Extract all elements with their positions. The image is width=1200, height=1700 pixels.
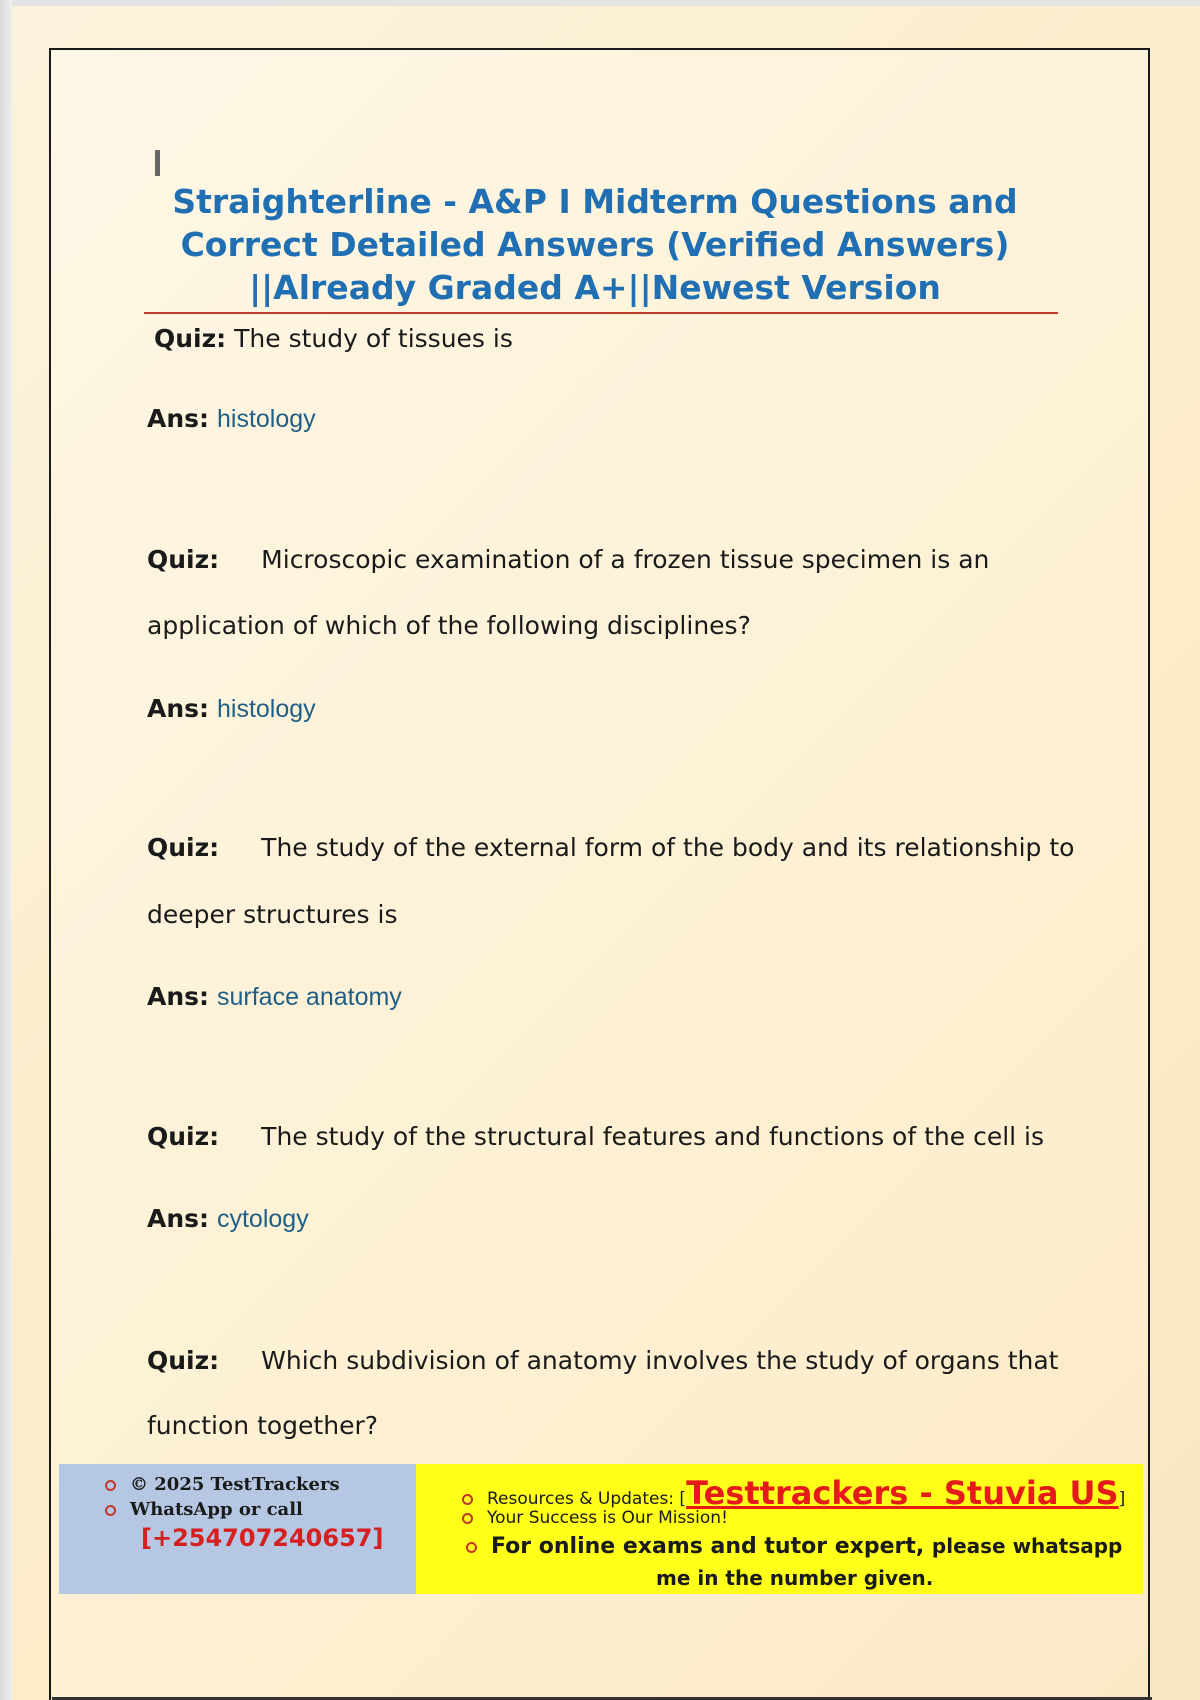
quiz-label: Quiz: (147, 1346, 220, 1375)
quiz-label: Quiz: (147, 1122, 220, 1151)
bullet-icon (466, 1542, 477, 1553)
quiz-question-1 (154, 324, 513, 353)
quiz-label: Quiz: (154, 324, 227, 353)
answer-text: histology (216, 405, 316, 433)
title-line-2: Correct Detailed Answers (Verified Answers) (180, 225, 1010, 264)
answer-4 (147, 1204, 309, 1234)
quiz-label: Quiz: (147, 833, 220, 862)
quiz-question-2-cont (147, 611, 751, 640)
question-text: The study of the external form of the body and its relationship to (261, 833, 1075, 862)
footer-online-line-1: For online exams and tutor expert, please whatsapp (466, 1534, 1122, 1559)
document-title (135, 180, 1055, 309)
ans-label: Ans: (147, 694, 210, 723)
ans-label: Ans: (147, 1204, 210, 1233)
footer-mission: Your Success is Our Mission! (462, 1508, 728, 1528)
question-text-cont: function together? (147, 1411, 378, 1440)
quiz-question-2 (147, 545, 989, 574)
bullet-icon (105, 1480, 116, 1491)
title-line-3: ||Already Graded A+||Newest Version (249, 268, 941, 307)
quiz-question-3-cont (147, 900, 398, 929)
footer-contact-box (59, 1464, 416, 1594)
footer-phone[interactable]: [+254707240657] (141, 1524, 384, 1552)
ans-label: Ans: (147, 982, 210, 1011)
question-text: Which subdivision of anatomy involves the study of organs that (261, 1346, 1059, 1375)
quiz-label: Quiz: (147, 545, 220, 574)
answer-2 (147, 694, 316, 724)
footer-resources: Resources & Updates: [Testtrackers - Stuvia US] (462, 1474, 1125, 1512)
document-page (49, 48, 1150, 1700)
question-text: The study of tissues is (234, 324, 513, 353)
quiz-question-5-cont (147, 1411, 378, 1440)
answer-text: histology (216, 695, 316, 723)
bullet-icon (105, 1505, 116, 1516)
answer-text: cytology (216, 1205, 309, 1233)
footer-copyright: © 2025 TestTrackers (105, 1474, 340, 1495)
quiz-question-5 (147, 1346, 1058, 1375)
footer-promo-box (416, 1464, 1143, 1594)
question-text: Microscopic examination of a frozen tissue specimen is an (261, 545, 990, 574)
question-text-cont: application of which of the following disciplines? (147, 611, 751, 640)
answer-text: surface anatomy (216, 983, 402, 1011)
answer-1 (147, 404, 316, 434)
title-line-1: Straighterline - A&P I Midterm Questions and (172, 182, 1018, 221)
question-text: The study of the structural features and functions of the cell is (261, 1122, 1045, 1151)
window-top-edge (0, 0, 1200, 6)
text-cursor (155, 150, 160, 176)
window-left-edge (0, 0, 12, 1700)
title-underline (144, 312, 1058, 314)
bullet-icon (462, 1494, 473, 1505)
question-text-cont: deeper structures is (147, 900, 398, 929)
footer-online-line-2: me in the number given. (656, 1566, 934, 1590)
bullet-icon (462, 1513, 473, 1524)
ans-label: Ans: (147, 404, 210, 433)
footer-whatsapp: WhatsApp or call (105, 1499, 303, 1520)
brand-link[interactable]: Testtrackers - Stuvia US (686, 1474, 1119, 1512)
quiz-question-3 (147, 833, 1074, 862)
quiz-question-4 (147, 1122, 1044, 1151)
answer-3 (147, 982, 402, 1012)
